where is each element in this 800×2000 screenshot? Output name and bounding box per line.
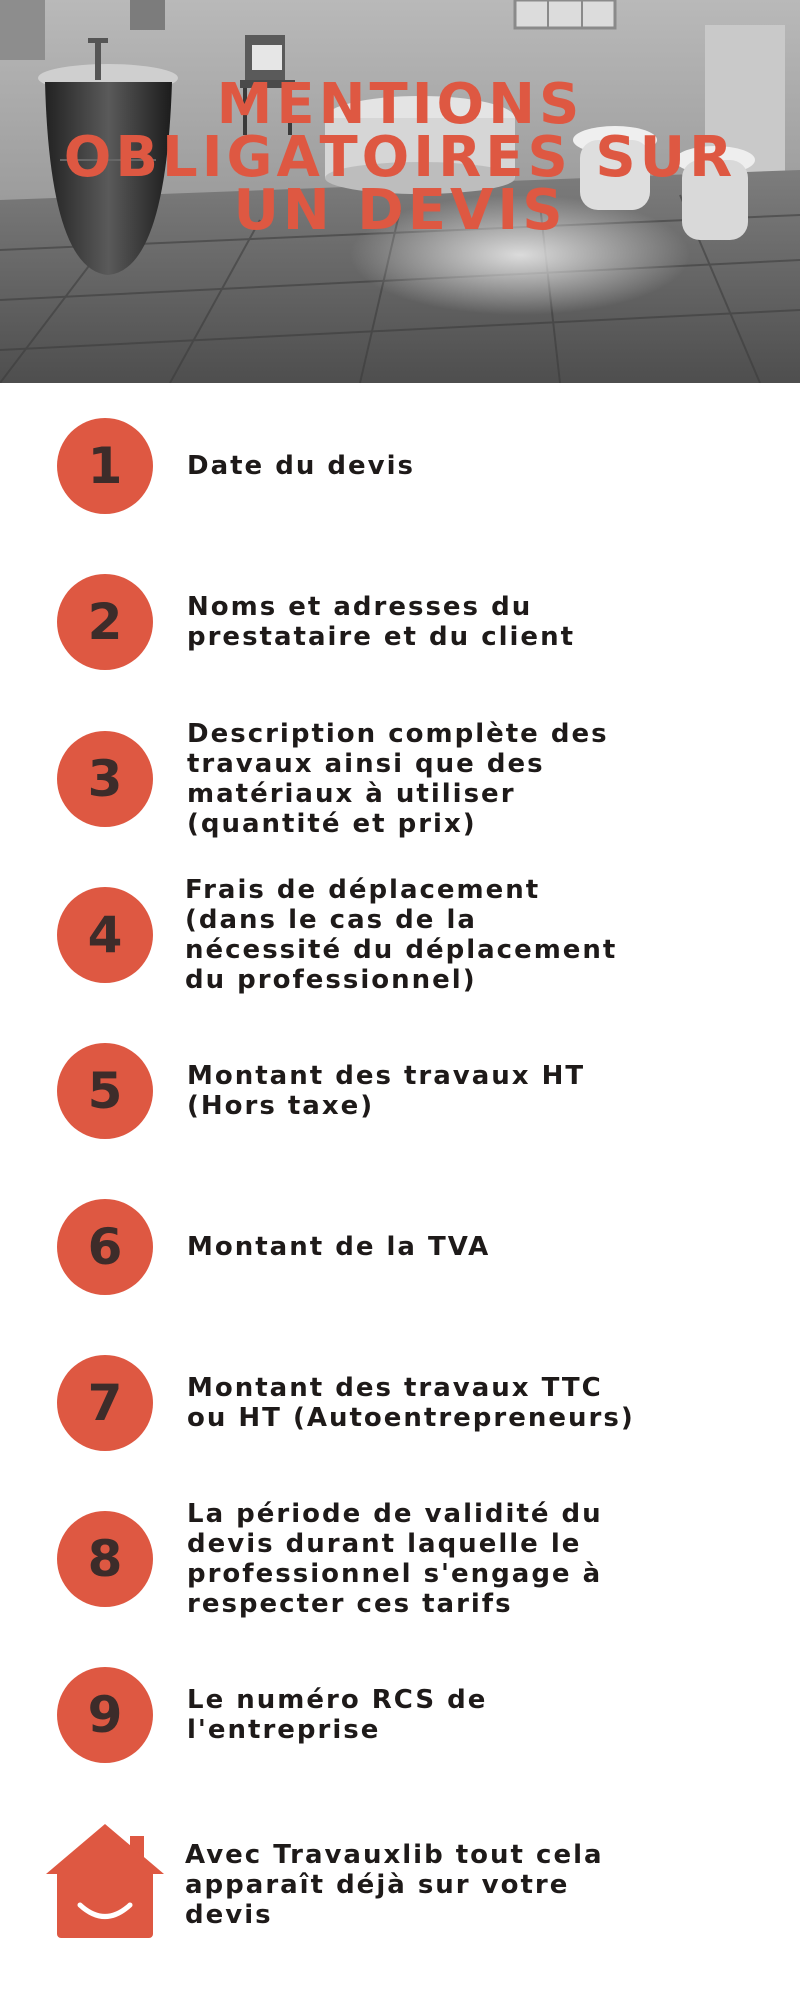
item-text: Le numéro RCS de l'entreprise	[187, 1685, 488, 1745]
list-item	[0, 1199, 800, 1299]
item-text: La période de validité du devis durant laquelle le professionnel s'engage à respecter ces tarifs	[187, 1499, 603, 1619]
number-badge: 8	[57, 1511, 153, 1607]
list-item	[0, 719, 800, 839]
title-line-3: UN DEVIS	[233, 178, 567, 243]
header-banner	[0, 0, 800, 383]
list-item	[0, 1043, 800, 1143]
title-line-2: OBLIGATOIRES SUR	[63, 125, 737, 190]
number-badge: 2	[57, 574, 153, 670]
list-item	[0, 875, 800, 995]
number-badge: 5	[57, 1043, 153, 1139]
list-item	[0, 418, 800, 518]
number-badge: 4	[57, 887, 153, 983]
list-item	[0, 574, 800, 674]
item-text: Date du devis	[187, 451, 415, 481]
number-badge: 1	[57, 418, 153, 514]
number-badge: 6	[57, 1199, 153, 1295]
item-text: Frais de déplacement (dans le cas de la nécessité du déplacement du professionnel)	[185, 875, 618, 995]
item-text: Montant des travaux TTC ou HT (Autoentrepreneurs)	[187, 1373, 635, 1433]
list-item	[0, 1667, 800, 1767]
page-title	[0, 72, 800, 243]
item-text: Description complète des travaux ainsi que des matériaux à utiliser (quantité et prix)	[187, 719, 609, 839]
footer-text: Avec Travauxlib tout cela apparaît déjà sur votre devis	[185, 1840, 604, 1930]
list-item	[0, 1499, 800, 1619]
list-item	[0, 1355, 800, 1455]
item-text: Noms et adresses du prestataire et du client	[187, 592, 576, 652]
number-badge: 7	[57, 1355, 153, 1451]
item-text: Montant de la TVA	[187, 1232, 491, 1262]
number-badge: 9	[57, 1667, 153, 1763]
house-smile-icon	[46, 1822, 164, 1940]
title-line-1: MENTIONS	[216, 72, 584, 137]
item-text: Montant des travaux HT (Hors taxe)	[187, 1061, 586, 1121]
number-badge: 3	[57, 731, 153, 827]
